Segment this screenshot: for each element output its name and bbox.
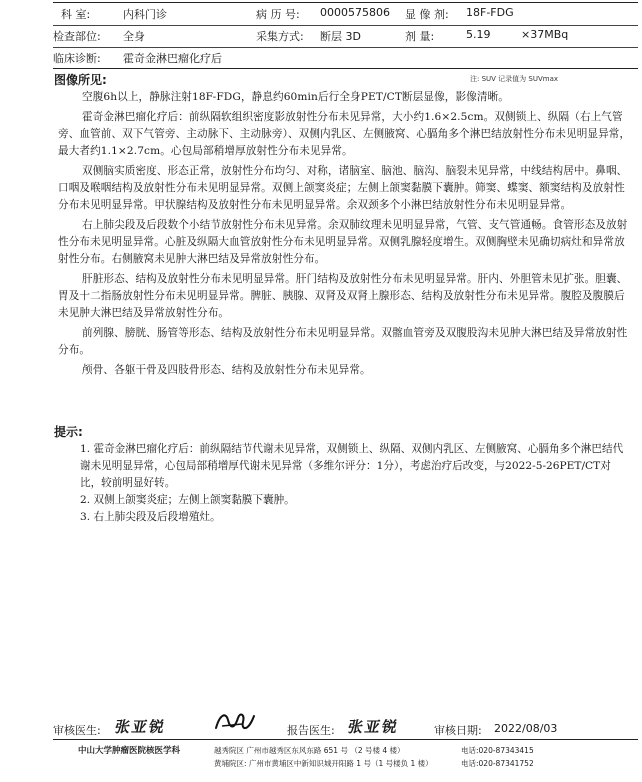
diagnosis-label: 临床诊断: [53, 52, 101, 65]
header-bottom-rule [53, 68, 638, 69]
conclusion-item: 2. 双侧上颌窦炎症；左侧上颌窦黏膜下囊肿。 [80, 494, 295, 506]
findings-paragraph: 肝脏形态、结构及放射性分布未见明显异常。肝门结构及放射性分布未见明显异常。肝内、外胆管未见扩张。胆囊、胃及十二指肠放射性分布未见明显异常。脾脏、胰腺、双肾及双肾上腺形态、结构及放射性分布未见异常。腹腔及腹膜后未见肿大淋巴结及异常放射性分布。 [58, 273, 628, 319]
agent-label: 显 像 剂: [405, 8, 449, 21]
findings-title: 图像所见: [54, 73, 107, 87]
findings-paragraph: 霍奇金淋巴瘤化疗后：前纵隔软组织密度影放射性分布未见异常，大小约1.6×2.5cm。双侧锁上、纵隔（右上气管旁、血管前、双下气管旁、主动脉下、主动脉旁）、双侧内乳区、左侧腋窝、心膈角多个淋巴结放射性分布未见明显异常，最大者约1.1×2.7cm。心包局部稍增厚放射性分布未见异常。 [58, 111, 631, 157]
dose-unit: ×37MBq [521, 28, 569, 41]
conclusion-item: 1. 霍奇金淋巴瘤化疗后：前纵隔结节代谢未见异常，双侧锁上、纵隔、双侧内乳区、左侧腋窝、心膈角多个淋巴结代谢未见明显异常，心包局部稍增厚代谢未见异常（多维尔评分：1分），考虑治疗后改变，与2022-5-26PET/CT对比，较前明显好转。 [80, 443, 624, 489]
review-date-label: 审核日期: [434, 724, 482, 737]
address-huangpu: 黄埔院区: 广州市黄埔区中新知识城开阳路 1 号（1 号楼负 1 楼） [214, 759, 433, 768]
mode-value: 断层 3D [320, 30, 361, 43]
dose-value: 5.19 [466, 28, 491, 41]
dose-label: 剂 量: [405, 30, 435, 43]
header-top-rule [53, 2, 638, 3]
reviewer-label: 审核医生: [53, 724, 101, 737]
findings-paragraph: 前列腺、膀胱、肠管等形态、结构及放射性分布未见明显异常。双髂血管旁及双腹股沟未见肿大淋巴结及异常放射性分布。 [58, 327, 628, 356]
header-row-2 [53, 26, 638, 47]
reporter-signature [345, 716, 401, 737]
reporter-name: 张亚锐 [345, 718, 401, 736]
dept-value: 内科门诊 [123, 8, 167, 21]
phone-huangpu: 电话:020-87341752 [461, 759, 534, 768]
diagnosis-value: 霍奇金淋巴瘤化疗后 [123, 52, 222, 65]
conclusion-body [80, 441, 625, 526]
findings-paragraph: 双侧脑实质密度、形态正常，放射性分布均匀、对称，诸脑室、脑池、脑沟、脑裂未见异常，中线结构居中。鼻咽、口咽及喉咽结构及放射性分布未见明显异常。双侧上颌窦炎症；左侧上颌窦黏膜下囊肿。筛窦、蝶窦、额窦结构及放射性分布未见明显异常。甲状腺结构及放射性分布未见明显异常。余双颈多个小淋巴结放射性分布未见明显异常。 [58, 165, 628, 211]
suv-note: 注: SUV 记录值为 SUVmax [470, 75, 558, 83]
site-value: 全身 [123, 30, 145, 43]
mode-label: 采集方式: [256, 30, 304, 43]
record-value: 0000575806 [320, 6, 390, 19]
conclusion-item: 3. 右上肺尖段及后段增殖灶。 [80, 511, 221, 523]
findings-body [58, 89, 633, 379]
reporter-label: 报告医生: [287, 724, 335, 737]
institution-name: 中山大学肿瘤医院核医学科 [78, 746, 181, 756]
findings-paragraph: 空腹6h以上，静脉注射18F-FDG，静息约60min后行全身PET/CT断层显像，影像清晰。 [82, 91, 509, 103]
site-label: 检查部位: [53, 30, 101, 43]
phone-yuexiu: 电话:020-87343415 [461, 746, 534, 755]
agent-value: 18F-FDG [466, 6, 514, 19]
header-row-1 [53, 4, 638, 25]
findings-paragraph: 右上肺尖段及后段数个小结节放射性分布未见异常。余双肺纹理未见明显异常，气管、支气管通畅。食管形态及放射性分布未见明显异常。心脏及纵隔大血管放射性分布未见明显异常。双侧乳腺轻度增生。双侧胸壁未见确切病灶和异常放射性分布。右侧腋窝未见肿大淋巴结及异常放射性分布。 [58, 219, 628, 265]
handwritten-signature-icon [212, 708, 258, 740]
footer-rule [53, 739, 638, 740]
conclusion-title: 提示: [54, 425, 83, 439]
reviewer-signature [112, 716, 168, 737]
findings-paragraph: 颅骨、各躯干骨及四肢骨形态、结构及放射性分布未见异常。 [82, 364, 371, 376]
dept-label: 科 室: [61, 8, 91, 21]
record-label: 病 历 号: [256, 8, 300, 21]
header-row-3 [53, 48, 638, 69]
reviewer-name: 张亚锐 [112, 718, 168, 736]
review-date-value: 2022/08/03 [494, 722, 558, 735]
address-yuexiu: 越秀院区 广州市越秀区东风东路 651 号 （2 号楼 4 楼） [214, 746, 405, 755]
